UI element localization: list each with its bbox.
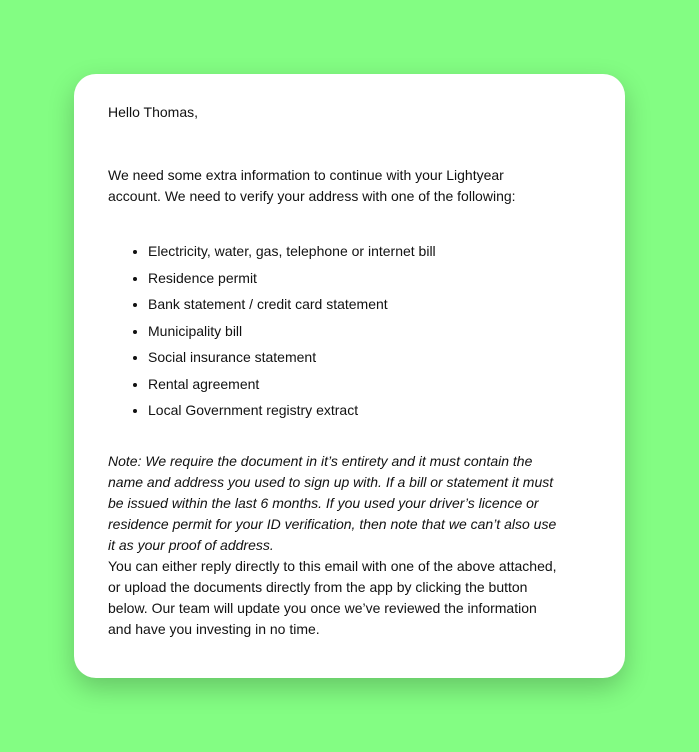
document-list-item: • Bank statement / credit card statement [148, 295, 591, 314]
document-list-item: • Municipality bill [148, 322, 591, 341]
document-list-item: • Residence permit [148, 269, 591, 288]
email-card [74, 74, 625, 678]
email-greeting: Hello Thomas, [108, 104, 199, 120]
document-list-item: • Social insurance statement [148, 348, 591, 367]
document-list [108, 242, 591, 420]
document-list-item: • Electricity, water, gas, telephone or internet bill [148, 242, 591, 261]
email-note: Note: We require the document in it’s entirety and it must contain the name and address you used to sign up with. If a bill or statement it must be issued within the last 6 months. If you used your driver’s licence or residence permit for your ID verification, then note that we can’t also use it as your proof of address. [108, 453, 557, 553]
email-closing: You can either reply directly to this email with one of the above attached, or upload the documents directly from the app by clicking the button below. Our team will update you once we’ve reviewed the information and have you investing in no time. [108, 558, 557, 637]
document-list-item: • Rental agreement [148, 375, 591, 394]
document-list-item: • Local Government registry extract [148, 401, 591, 420]
email-intro: We need some extra information to continue with your Lightyear account. We need to verify your address with one of the following: [108, 167, 516, 204]
